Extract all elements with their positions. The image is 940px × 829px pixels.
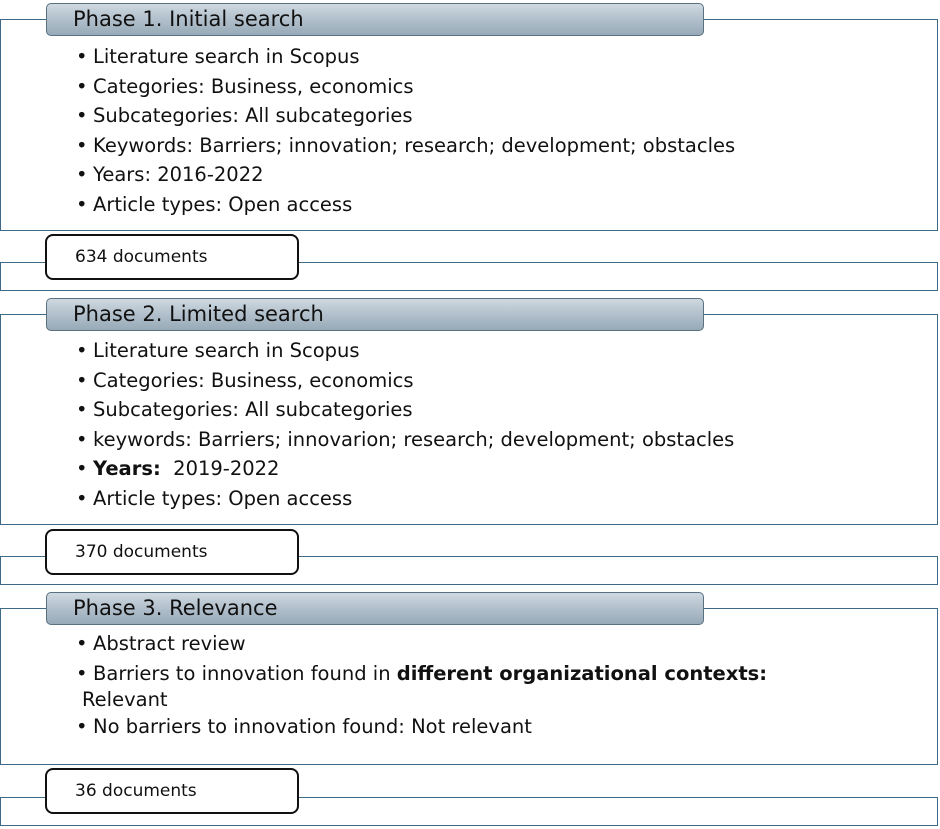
phase-1-list (74, 42, 735, 219)
phase-1-title: Phase 1. Initial search (46, 3, 704, 36)
list-item: • No barriers to innovation found: Not relevant (74, 712, 767, 742)
list-item: • Article types: Open access (74, 484, 734, 514)
years-label: Years: (93, 457, 161, 480)
phase-3-result-count: 36 documents (45, 768, 299, 814)
phase-2-result-count: 370 documents (45, 529, 299, 575)
list-item: • Categories: Business, economics (74, 366, 734, 396)
list-item: • Keywords: Barriers; innovation; research; development; obstacles (74, 131, 735, 161)
list-item: • Years: 2016-2022 (74, 160, 735, 190)
relevance-text: Barriers to innovation found in (93, 661, 391, 685)
relevance-outcome: Relevant (82, 688, 168, 711)
list-item: • Subcategories: All subcategories (74, 101, 735, 131)
relevance-emphasis: different organizational contexts: (396, 661, 768, 685)
list-item: • keywords: Barriers; innovarion; research; development; obstacles (74, 425, 734, 455)
phase-2-list (74, 336, 734, 513)
phase-1-result-count: 634 documents (45, 234, 299, 280)
phase-2-title: Phase 2. Limited search (46, 298, 704, 331)
list-item: • Literature search in Scopus (74, 336, 734, 366)
list-item: • Categories: Business, economics (74, 72, 735, 102)
phase-3-list (74, 629, 767, 742)
list-item: • Literature search in Scopus (74, 42, 735, 72)
phase-3-title: Phase 3. Relevance (46, 592, 704, 625)
list-item: • Abstract review (74, 629, 767, 659)
list-item: • Subcategories: All subcategories (74, 395, 734, 425)
list-item: • Article types: Open access (74, 190, 735, 220)
list-item-years (74, 454, 734, 484)
years-value: 2019-2022 (173, 457, 280, 480)
list-item-relevant (74, 659, 767, 713)
